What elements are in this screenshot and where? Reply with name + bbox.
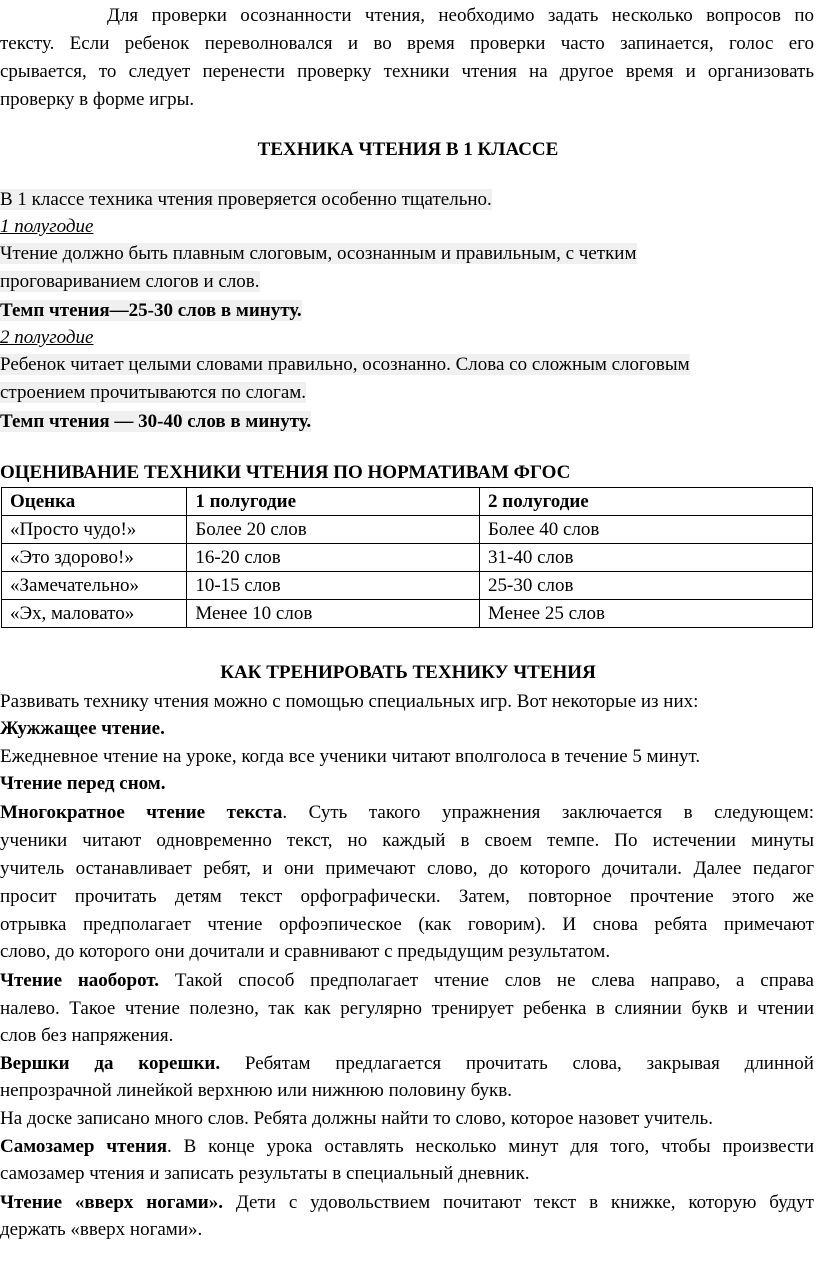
table-cell: Более 20 слов bbox=[187, 516, 480, 544]
paragraph-line: Чтение наоборот. Такой способ предполагает чтение слов не слева направо, а справа bbox=[0, 970, 814, 991]
paragraph-line: ученики читают одновременно текст, но каждый в своем темпе. По истечении минуты bbox=[0, 830, 814, 851]
paragraph-line: Ежедневное чтение на уроке, когда все ученики читают вполголоса в течение 5 минут. bbox=[0, 746, 701, 767]
half-year-1-label: 1 полугодие bbox=[0, 216, 94, 237]
game-title-upside-down-reading: Чтение «вверх ногами». bbox=[0, 1192, 223, 1213]
paragraph-line: Чтение должно быть плавным слоговым, осознанным и правильным, с четким bbox=[0, 243, 637, 264]
table-cell: Менее 25 слов bbox=[480, 600, 813, 628]
table-cell: 25-30 слов bbox=[480, 572, 813, 600]
paragraph-line: самозамер чтения и записать результаты в специальный дневник. bbox=[0, 1163, 530, 1184]
paragraph-line: Многократное чтение текста. Суть такого упражнения заключается в следующем: bbox=[0, 802, 814, 823]
table-header-cell: 1 полугодие bbox=[187, 488, 480, 516]
table-cell: 16-20 слов bbox=[187, 544, 480, 572]
paragraph-line: Чтение «вверх ногами». Дети с удовольствием почитают текст в книжке, которую будут bbox=[0, 1192, 814, 1213]
section-title-how-to-train: КАК ТРЕНИРОВАТЬ ТЕХНИКУ ЧТЕНИЯ bbox=[220, 662, 596, 683]
table-header-cell: Оценка bbox=[2, 488, 187, 516]
table-cell: «Это здорово!» bbox=[2, 544, 187, 572]
paragraph-line: Развивать технику чтения можно с помощью специальных игр. Вот некоторые из них: bbox=[0, 691, 699, 712]
paragraph-line: В 1 классе техника чтения проверяется особенно тщательно. bbox=[0, 189, 492, 210]
table-cell: «Просто чудо!» bbox=[2, 516, 187, 544]
table-cell: 31-40 слов bbox=[480, 544, 813, 572]
game-title-reverse-reading: Чтение наоборот. bbox=[0, 970, 160, 991]
game-title-bedtime-reading: Чтение перед сном. bbox=[0, 773, 166, 794]
paragraph-line: просит прочитать детям текст орфографически. Затем, повторное прочтение этого же bbox=[0, 886, 814, 907]
game-title-repeated-reading: Многократное чтение текста bbox=[0, 802, 283, 823]
table-cell: «Эх, маловато» bbox=[2, 600, 187, 628]
paragraph-line: непрозрачной линейкой верхнюю или нижнюю половину букв. bbox=[0, 1080, 512, 1101]
table-header-row bbox=[2, 488, 813, 516]
reading-tempo-1: Темп чтения—25-30 слов в минуту. bbox=[0, 300, 302, 321]
reading-tempo-2: Темп чтения — 30-40 слов в минуту. bbox=[0, 411, 312, 432]
paragraph-line: строением прочитываются по слогам. bbox=[0, 382, 307, 403]
paragraph-line: проговариванием слогов и слов. bbox=[0, 271, 260, 292]
table-cell: Более 40 слов bbox=[480, 516, 813, 544]
intro-line-3: срывается, то следует перенести проверку техники чтения на другое время и организовать bbox=[0, 61, 814, 82]
game-title-buzzing-reading: Жужжащее чтение. bbox=[0, 718, 165, 739]
paragraph-line: слово, до которого они дочитали и сравнивают с предыдущим результатом. bbox=[0, 941, 611, 962]
section-title-technique-1st-grade: ТЕХНИКА ЧТЕНИЯ В 1 КЛАССЕ bbox=[257, 139, 559, 160]
table-row bbox=[2, 516, 813, 544]
intro-line-1: Для проверки осознанности чтения, необходимо задать несколько вопросов по bbox=[0, 5, 814, 26]
game-title-self-measurement: Самозамер чтения bbox=[0, 1136, 168, 1157]
intro-line-4: проверку в форме игры. bbox=[0, 89, 195, 110]
paragraph-line: слов без напряжения. bbox=[0, 1025, 174, 1046]
paragraph-line: Самозамер чтения. В конце урока оставлять несколько минут для того, чтобы произвести bbox=[0, 1136, 814, 1157]
table-row bbox=[2, 600, 813, 628]
half-year-2-label: 2 полугодие bbox=[0, 327, 94, 348]
table-cell: «Замечательно» bbox=[2, 572, 187, 600]
table-row bbox=[2, 544, 813, 572]
paragraph-line: отрывка предполагает чтение орфоэпическое (как говорим). И снова ребята примечают bbox=[0, 914, 814, 935]
paragraph-line: Ребенок читает целыми словами правильно, осознанно. Слова со сложным слоговым bbox=[0, 354, 690, 375]
paragraph-line: На доске записано много слов. Ребята должны найти то слово, которое назовет учитель. bbox=[0, 1108, 713, 1129]
table-cell: 10-15 слов bbox=[187, 572, 480, 600]
table-cell: Менее 10 слов bbox=[187, 600, 480, 628]
norms-table bbox=[1, 487, 813, 628]
paragraph-line: Вершки да корешки. Ребятам предлагается прочитать слова, закрывая длинной bbox=[0, 1053, 814, 1074]
game-title-tops-and-roots: Вершки да корешки. bbox=[0, 1053, 221, 1074]
table-header-cell: 2 полугодие bbox=[480, 488, 813, 516]
paragraph-line: налево. Такое чтение полезно, так как регулярно тренирует ребенка в слиянии букв и чтении bbox=[0, 998, 814, 1019]
paragraph-line: держать «вверх ногами». bbox=[0, 1219, 203, 1240]
table-row bbox=[2, 572, 813, 600]
intro-line-2: тексту. Если ребенок переволновался и во время проверки часто запинается, голос его bbox=[0, 33, 814, 54]
paragraph-line: учитель останавливает ребят, и они примечают слово, до которого дочитали. Далее педагог bbox=[0, 858, 814, 879]
section-title-fgos-norms: ОЦЕНИВАНИЕ ТЕХНИКИ ЧТЕНИЯ ПО НОРМАТИВАМ ФГОС bbox=[0, 462, 571, 483]
